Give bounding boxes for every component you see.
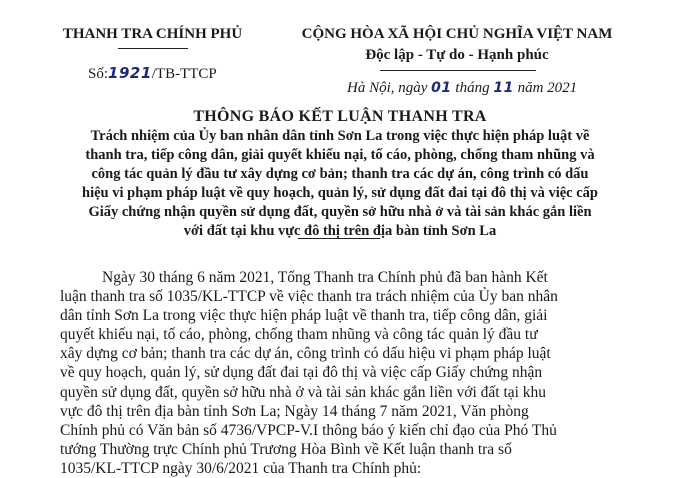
body-line: Chính phủ có Văn bản số 4736/VPCP-V.I thông báo ý kiến chỉ đạo của Phó Thủ (60, 421, 557, 439)
subtitle-line: Trách nhiệm của Ủy ban nhân dân tỉnh Sơn La trong việc thực hiện pháp luật về (90, 128, 590, 144)
body-line: quyền sử dụng đất, quyền sở hữu nhà ở và tài sản khác gắn liền với đất tại khu (60, 383, 547, 401)
date-place: Hà Nội, ngày (347, 80, 428, 96)
docno-suffix: /TB-TTCP (151, 66, 217, 82)
body-line: xây dựng cơ bản; thanh tra các dự án, công trình có dấu hiệu vi phạm pháp luật (60, 345, 551, 363)
body-line: vực đô thị trên địa bàn tỉnh Sơn La; Ngày 14 tháng 7 năm 2021, Văn phòng (60, 402, 529, 420)
body-line: luận thanh tra số 1035/KL-TTCP về việc thanh tra trách nhiệm của Ủy ban nhân (60, 288, 558, 306)
document-number (88, 64, 217, 83)
subtitle-line: Giấy chứng nhận quyền sử dụng đất, quyền sở hữu nhà ở và tài sản khác gắn liền (88, 204, 592, 220)
body-line: Ngày 30 tháng 6 năm 2021, Tổng Thanh tra Chính phủ đã ban hành Kết (102, 269, 548, 286)
date-year: năm 2021 (517, 80, 578, 96)
subtitle-line: thanh tra, tiếp công dân, giải quyết khiếu nại, tố cáo, phòng, chống tham nhũng và (85, 147, 595, 163)
subtitle-line: công tác quản lý đầu tư xây dựng cơ bản; thanh tra các dự án, công trình có dấu (91, 166, 589, 182)
national-motto: Độc lập - Tự do - Hạnh phúc (365, 47, 549, 63)
body-line: tướng Thường trực Chính phủ Trương Hòa Bình về Kết luận thanh tra số (60, 440, 512, 458)
date-month: 11 (493, 80, 514, 96)
body-line: quyết khiếu nại, tố cáo, phòng, chống tham nhũng và công tác quản lý đầu tư (60, 326, 538, 344)
document-subtitle (68, 127, 612, 241)
docno-prefix: Số: (88, 66, 109, 82)
issuing-agency: THANH TRA CHÍNH PHỦ (62, 26, 243, 42)
body-line: về quy hoạch, quản lý, sử dụng đất đai tại đô thị và việc cấp Giấy chứng nhận (60, 364, 543, 382)
national-header (282, 26, 632, 64)
date-line (347, 80, 577, 97)
subtitle-line: với đất tại khu vực đô thị trên địa bàn tỉnh Sơn La (183, 223, 497, 239)
docno-handwritten: 1921 (108, 64, 152, 82)
body-line: 1035/KL-TTCP ngày 30/6/2021 của Thanh tra Chính phủ: (60, 459, 422, 477)
date-month-label: tháng (455, 80, 490, 96)
document-title: THÔNG BÁO KẾT LUẬN THANH TRA (193, 108, 487, 125)
nation-name: CỘNG HÒA XÃ HỘI CHỦ NGHĨA VIỆT NAM (301, 26, 613, 42)
body-paragraph (60, 268, 638, 478)
body-line: dân tỉnh Sơn La trong việc thực hiện pháp luật về thanh tra, tiếp công dân, giải (60, 307, 548, 325)
title-underline (298, 238, 380, 239)
agency-underline (118, 48, 188, 49)
subtitle-line: hiệu vi phạm pháp luật về quy hoạch, quản lý, sử dụng đất đai tại đô thị và việc cấp (82, 185, 598, 201)
date-day: 01 (431, 80, 452, 96)
motto-underline (380, 70, 536, 71)
